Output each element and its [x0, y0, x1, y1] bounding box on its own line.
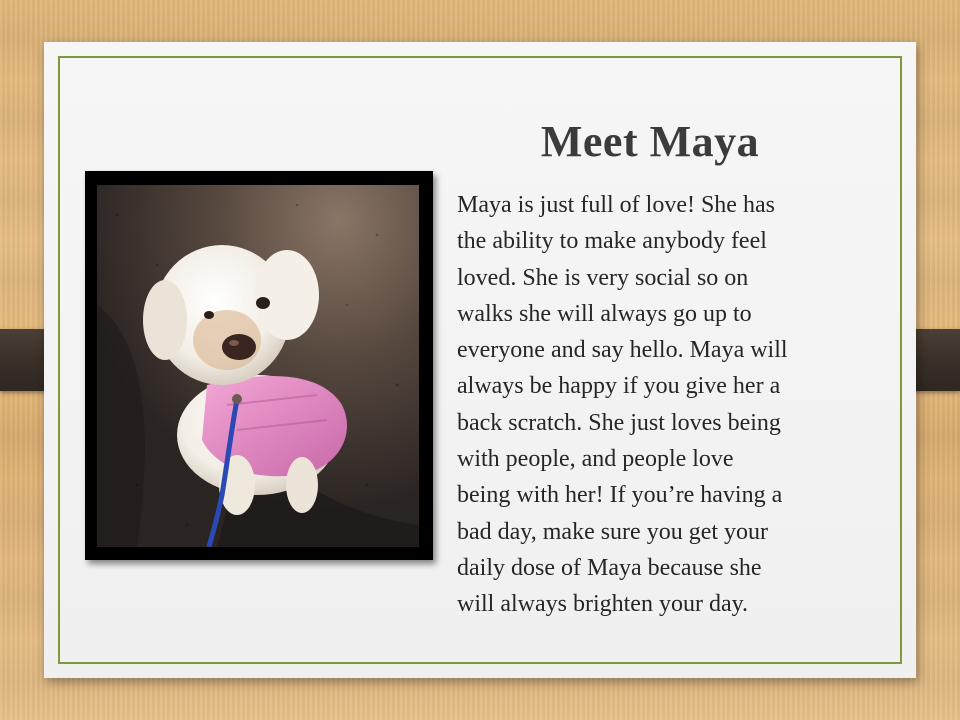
- body-line: Maya is just full of love! She has: [457, 192, 775, 218]
- body-line: being with her! If you’re having a: [457, 482, 783, 509]
- body-line: loved. She is very social so on: [457, 264, 749, 291]
- body-line: bad day, make sure you get your: [457, 518, 769, 545]
- body-line: will always brighten your day.: [457, 591, 749, 618]
- body-line: back scratch. She just loves being: [457, 409, 781, 436]
- slide-title: Meet Maya: [540, 117, 760, 166]
- body-line: the ability to make anybody feel: [457, 228, 767, 255]
- dog-photo-icon: [97, 185, 419, 547]
- dog-photo: [97, 185, 419, 547]
- photo-frame: [85, 171, 433, 560]
- body-line: everyone and say hello. Maya will: [457, 337, 788, 364]
- body-line: daily dose of Maya because she: [457, 554, 762, 581]
- body-line: walks she will always go up to: [457, 300, 752, 327]
- body-text: [457, 187, 877, 623]
- body-line: with people, and people love: [457, 446, 734, 473]
- body-line: always be happy if you give her a: [457, 373, 781, 400]
